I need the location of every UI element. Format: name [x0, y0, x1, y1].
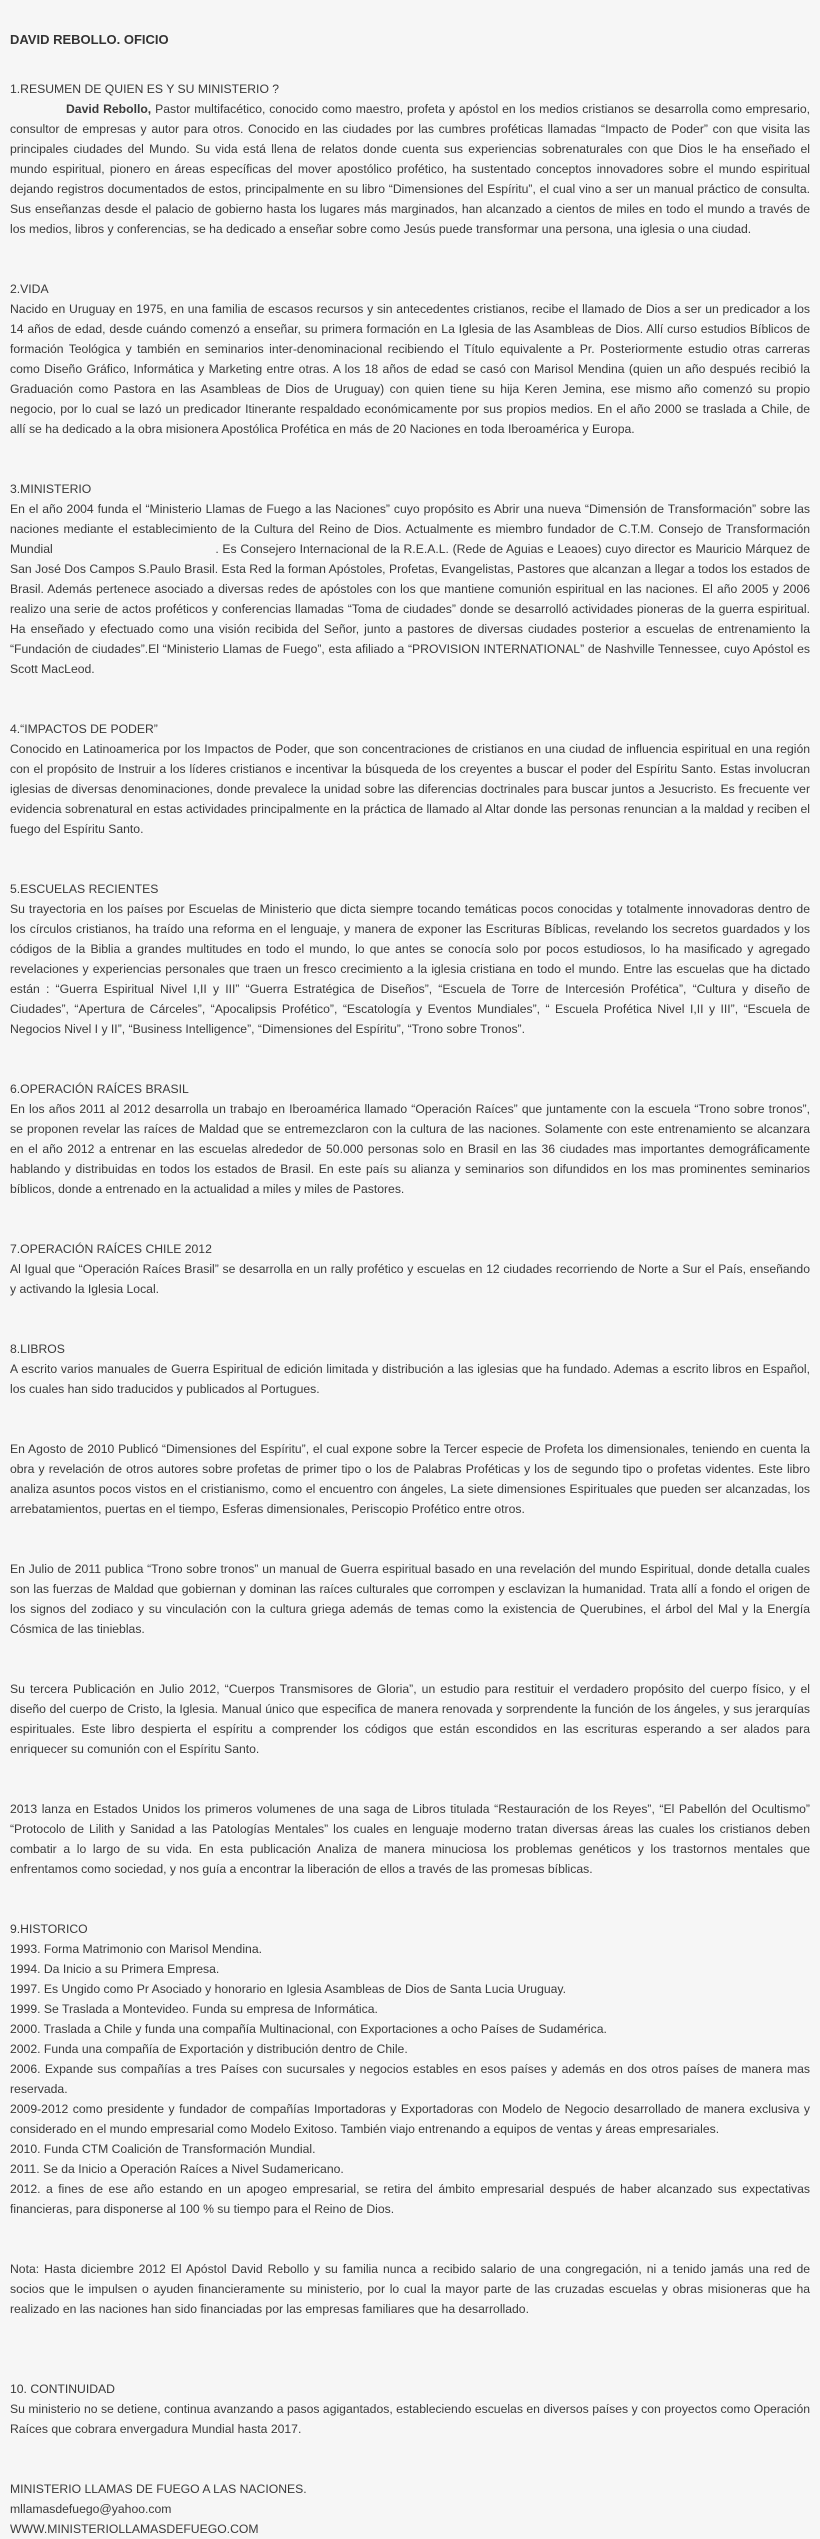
- section-heading-libros: 8.LIBROS: [10, 1342, 65, 1356]
- history-item: 2010. Funda CTM Coalición de Transformación Mundial.: [10, 2142, 316, 2156]
- contact-email-link[interactable]: mllamasdefuego@yahoo.com: [10, 2502, 172, 2516]
- section-continuidad: [10, 2379, 810, 2439]
- section-heading-raices-chile: 7.OPERACIÓN RAÍCES CHILE 2012: [10, 1242, 212, 1256]
- history-note: Nota: Hasta diciembre 2012 El Apóstol David Rebollo y su familia nunca a recibido salario de una congregación, ni a tenido jamás una red de socios que le impulsen o ayuden financieramente su ministerio, por lo cual la mayor parte de las cruzadas escuelas y obras misioneras que ha realizado en las naciones han sido financiadas por las empresas familiares que ha desarrollado.: [10, 2262, 810, 2316]
- section-vida: [10, 279, 810, 439]
- history-item: 2002. Funda una compañía de Exportación y distribución dentro de Chile.: [10, 2042, 408, 2056]
- document-title: DAVID REBOLLO. OFICIO: [10, 32, 169, 47]
- history-item: 1997. Es Ungido como Pr Asociado y honorario en Iglesia Asambleas de Dios de Santa Lucia Uruguay.: [10, 1982, 566, 1996]
- section-body-vida: Nacido en Uruguay en 1975, en una familia de escasos recursos y sin antecedentes cristianos, recibe el llamado de Dios a ser un predicador a los 14 años de edad, desde cuándo comenzó a enseñar, su primera formación en La Iglesia de las Asambleas de Dios. Allí curso estudios Bíblicos de formación Teológica y también en seminarios inter-denominacional recibiendo el Título equivalente a Pr. Posteriormente estudio otras carreras como Diseño Gráfico, Informática y Marketing entre otras. A los 18 años de edad se casó con Marisol Mendina (quien un año después recibió la Graduación como Pastora en las Asambleas de Dios de Uruguay) con quien tiene su hija Keren Jemina, ese mismo año comenzó su propio negocio, por lo cual se lazó un predicador Itinerante respaldado económicamente por sus propios medios. En el año 2000 se traslada a Chile, de allí se ha dedicado a la obra misionera Apostólica Profética en más de 20 Naciones en toda Iberoamérica y Europa.: [10, 302, 810, 436]
- section-heading-ministerio: 3.MINISTERIO: [10, 482, 92, 496]
- section-impactos: [10, 719, 810, 839]
- section-historico: [10, 1919, 810, 2319]
- contact-footer: [10, 2479, 810, 2539]
- section-raices-chile: [10, 1239, 810, 1299]
- libros-paragraph: En Julio de 2011 publica “Trono sobre tronos” un manual de Guerra espiritual basado en una revelación del mundo Espiritual, donde detalla cuales son las fuerzas de Maldad que gobiernan y dominan las raíces culturales que corrompen y esclavizan la humanidad. Trata allí a fondo el origen de los signos del zodiaco y su vinculación con la cultura griega además de temas como la existencia de Querubines, el árbol del Mal y la Energía Cósmica de las tinieblas.: [10, 1562, 810, 1636]
- history-list: [10, 1939, 810, 2219]
- section-ministerio: [10, 479, 814, 679]
- section-heading-raices-brasil: 6.OPERACIÓN RAÍCES BRASIL: [10, 1082, 189, 1096]
- section-text-resumen: Pastor multifacético, conocido como maestro, profeta y apóstol en los medios cristianos se desarrolla como empresario, consultor de empresas y autor para otros. Conocido en las ciudades por las cumbres proféticas llamadas “Impacto de Poder” con que visita las principales ciudades del Mundo. Su vida está llena de relatos donde cuenta sus experiencias sobrenaturales con que Dios le ha enseñado el mundo espiritual, pionero en áreas específicas del mover apostólico profético, ha sustentado conceptos innovadores sobre el mundo espiritual dejando registros documentados de estos, principalmente en su libro “Dimensiones del Espíritu”, el cual vino a ser un manual práctico de consulta. Sus enseñanzas desde el palacio de gobierno hasta los lugares más marginados, han alcanzado a cientos de miles en todo el mundo a través de los medios, libros y conferencias, se ha dedicado a enseñar sobre como Jesús puede transformar una persona, una iglesia o una ciudad.: [10, 102, 810, 236]
- section-heading-historico: 9.HISTORICO: [10, 1922, 88, 1936]
- website-link[interactable]: WWW.MINISTERIOLLAMASDEFUEGO.COM: [10, 2522, 259, 2536]
- libros-paragraph: A escrito varios manuales de Guerra Espiritual de edición limitada y distribución a las iglesias que ha fundado. Ademas a escrito libros en Español, los cuales han sido traducidos y publicados al Portugues.: [10, 1362, 810, 1396]
- section-resumen: [10, 79, 810, 239]
- section-heading-impactos: 4.“IMPACTOS DE PODER”: [10, 722, 158, 736]
- section-heading-resumen: 1.RESUMEN DE QUIEN ES Y SU MINISTERIO ?: [10, 82, 280, 96]
- section-body-escuelas: Su trayectoria en los países por Escuelas de Ministerio que dicta siempre tocando temáticas pocos conocidas y totalmente innovadoras dentro de los círculos cristianos, ha traído una reforma en el lenguaje, y manera de exponer las Escrituras Bíblicas, revelando los secretos guardados y los códigos de la Biblia a grandes multitudes en todo el mundo, lo que antes se conocía solo por pocos estudiosos, lo ha masificado y agregado revelaciones y experiencias personales que traen un fresco crecimiento a la iglesia cristiana en todo el mundo. Entre las escuelas que ha dictado están : “Guerra Espiritual Nivel I,II y III” “Guerra Estratégica de Diseños”, “Escuela de Torre de Intercesión Profética”, “Cultura y diseño de Ciudades”, “Apertura de Cárceles”, “Apocalipsis Profético”, “Escatología y Eventos Mundiales”, “ Escuela Profética Nivel I,II y III”, “Escuela de Negocios Nivel I y II”, “Business Intelligence”, “Dimensiones del Espíritu”, “Trono sobre Tronos”.: [10, 902, 810, 1036]
- history-item: 1999. Se Traslada a Montevideo. Funda su empresa de Informática.: [10, 2002, 378, 2016]
- libros-paragraph: 2013 lanza en Estados Unidos los primeros volumenes de una saga de Libros titulada “Restauración de los Reyes”, “El Pabellón del Ocultismo” “Protocolo de Lilith y Sanidad a las Patologías Mentales” los cuales en lenguaje moderno tratan diversas áreas las cuales los cristianos deben combatir a lo largo de su vida. En esta publicación Analiza de manera minuciosa los problemas genéticos y los trastornos mentales que enfrentamos como sociedad, y nos guía a encontrar la liberación de ellos a través de las promesas bíblicas.: [10, 1802, 810, 1876]
- section-body-raices-brasil: En los años 2011 al 2012 desarrolla un trabajo en Iberoamérica llamado “Operación Raíces” que juntamente con la escuela “Trono sobre tronos”, se proponen revelar las raíces de Maldad que se entremezclaron con la cultura de las naciones. Solamente con este entrenamiento se alcanzara en el año 2012 a entrenar en las escuelas alrededor de 50.000 personas solo en Brasil en las 36 ciudades mas importantes demográficamente hablando y distribuidas en todos los estados de Brasil. En este país su alianza y seminarios son difundidos en los mas prominentes seminarios bíblicos, donde a entrenado en la actualidad a miles y miles de Pastores.: [10, 1102, 810, 1196]
- section-body-resumen: [10, 99, 810, 239]
- section-body-raices-chile: Al Igual que “Operación Raíces Brasil” se desarrolla en un rally profético y escuelas en 12 ciudades recorriendo de Norte a Sur el País, enseñando y activando la Iglesia Local.: [10, 1262, 810, 1296]
- section-heading-escuelas: 5.ESCUELAS RECIENTES: [10, 882, 159, 896]
- section-escuelas: [10, 879, 810, 1039]
- section-raices-brasil: [10, 1079, 810, 1199]
- history-item: 1994. Da Inicio a su Primera Empresa.: [10, 1962, 220, 1976]
- history-item: 2012. a fines de ese año estando en un apogeo empresarial, se retira del ámbito empresarial después de haber alcanzado sus expectativas financieras, para disponerse al 100 % su tiempo para el Reino de Dios.: [10, 2182, 810, 2216]
- section-heading-vida: 2.VIDA: [10, 282, 49, 296]
- history-item: 2006. Expande sus compañías a tres Países con sucursales y negocios estables en esos países y además en dos otros países de manera mas reservada.: [10, 2062, 810, 2096]
- history-item: 2011. Se da Inicio a Operación Raíces a Nivel Sudamericano.: [10, 2162, 344, 2176]
- libros-paragraph: Su tercera Publicación en Julio 2012, “Cuerpos Transmisores de Gloria”, un estudio para restituir el verdadero propósito del cuerpo físico, y el diseño del cuerpo de Cristo, la Iglesia. Manual único que especifica de manera renovada y sorprendente la función de los ángeles, y sus jerarquías espirituales. Este libro despierta el espíritu a comprender los códigos que están escondidos en las escrituras esperando a ser alados para enriquecer su comunión con el Espíritu Santo.: [10, 1682, 810, 1756]
- section-heading-continuidad: 10. CONTINUIDAD: [10, 2382, 115, 2396]
- section-libros: [10, 1339, 810, 1879]
- section-body-ministerio: En el año 2004 funda el “Ministerio Llamas de Fuego a las Naciones” cuyo propósito es Abrir una nueva “Dimensión de Transformación” sobre las naciones mediante el establecimiento de la Cultura del Reino de Dios. Actualmente es miembro fundador de C.T.M. Consejo de Transformación Mundial . Es Consejero Internacional de la R.E.A.L. (Rede de Aguias e Leaoes) cuyo director es Mauricio Márquez de San José Dos Campos S.Paulo Brasil. Esta Red la forman Apóstoles, Profetas, Evangelistas, Pastores que alcanzan a llegar a todos los estados de Brasil. Además pertenece asociado a diversas redes de apóstoles con los que mantiene comunión espiritual en las naciones. El año 2005 y 2006 realizo una serie de actos proféticos y conferencias llamadas “Toma de ciudades” donde se desarrolló actividades pioneras de la guerra espiritual. Ha enseñado y efectuado como una visión recibida del Señor, junto a pastores de diversas ciudades posterior a escuelas de entrenamiento la “Fundación de ciudades”.El “Ministerio Llamas de Fuego”, esta afiliado a “PROVISION INTERNATIONAL” de Nashville Tennessee, cuyo Apóstol es Scott MacLeod.: [10, 502, 814, 676]
- organization-name: MINISTERIO LLAMAS DE FUEGO A LAS NACIONES.: [10, 2482, 307, 2496]
- section-body-impactos: Conocido en Latinoamerica por los Impactos de Poder, que son concentraciones de cristianos en una ciudad de influencia espiritual en una región con el propósito de Instruir a los líderes cristianos e incentivar la búsqueda de los creyentes a buscar el poder del Espíritu Santo. Estas involucran iglesias de diversas denominaciones, donde prevalece la unidad sobre las diferencias doctrinales para buscar juntos a Jesucristo. Es frecuente ver evidencia sobrenatural en estas actividades principalmente en la práctica de llamado al Altar donde las personas renuncian a la maldad y reciben el fuego del Espíritu Santo.: [10, 742, 810, 836]
- history-item: 1993. Forma Matrimonio con Marisol Mendina.: [10, 1942, 262, 1956]
- history-item: 2009-2012 como presidente y fundador de compañías Importadoras y Exportadoras con Modelo de Negocio desarrollado de manera exclusiva y considerado en el mundo empresarial como Modelo Exitoso. También viajo entrenando a equipos de ventas y áreas empresariales.: [10, 2102, 810, 2136]
- libros-paragraph: En Agosto de 2010 Publicó “Dimensiones del Espíritu”, el cual expone sobre la Tercer especie de Profeta los dimensionales, teniendo en cuenta la obra y revelación de otros autores sobre profetas de primer tipo o los de Palabras Proféticas y los de segundo tipo o profetas videntes. Este libro analiza asuntos pocos vistos en el cristianismo, como el encuentro con ángeles, La siete dimensiones Espirituales que pueden ser alcanzadas, los arrebatamientos, puertas en el tiempo, Esferas dimensionales, Periscopio Profético entre otros.: [10, 1442, 810, 1516]
- history-item: 2000. Traslada a Chile y funda una compañía Multinacional, con Exportaciones a ocho Países de Sudamérica.: [10, 2022, 607, 2036]
- section-body-continuidad: Su ministerio no se detiene, continua avanzando a pasos agigantados, estableciendo escuelas en diversos países y con proyectos como Operación Raíces que cobrara envergadura Mundial hasta 2017.: [10, 2402, 810, 2436]
- author-name: David Rebollo,: [66, 102, 152, 116]
